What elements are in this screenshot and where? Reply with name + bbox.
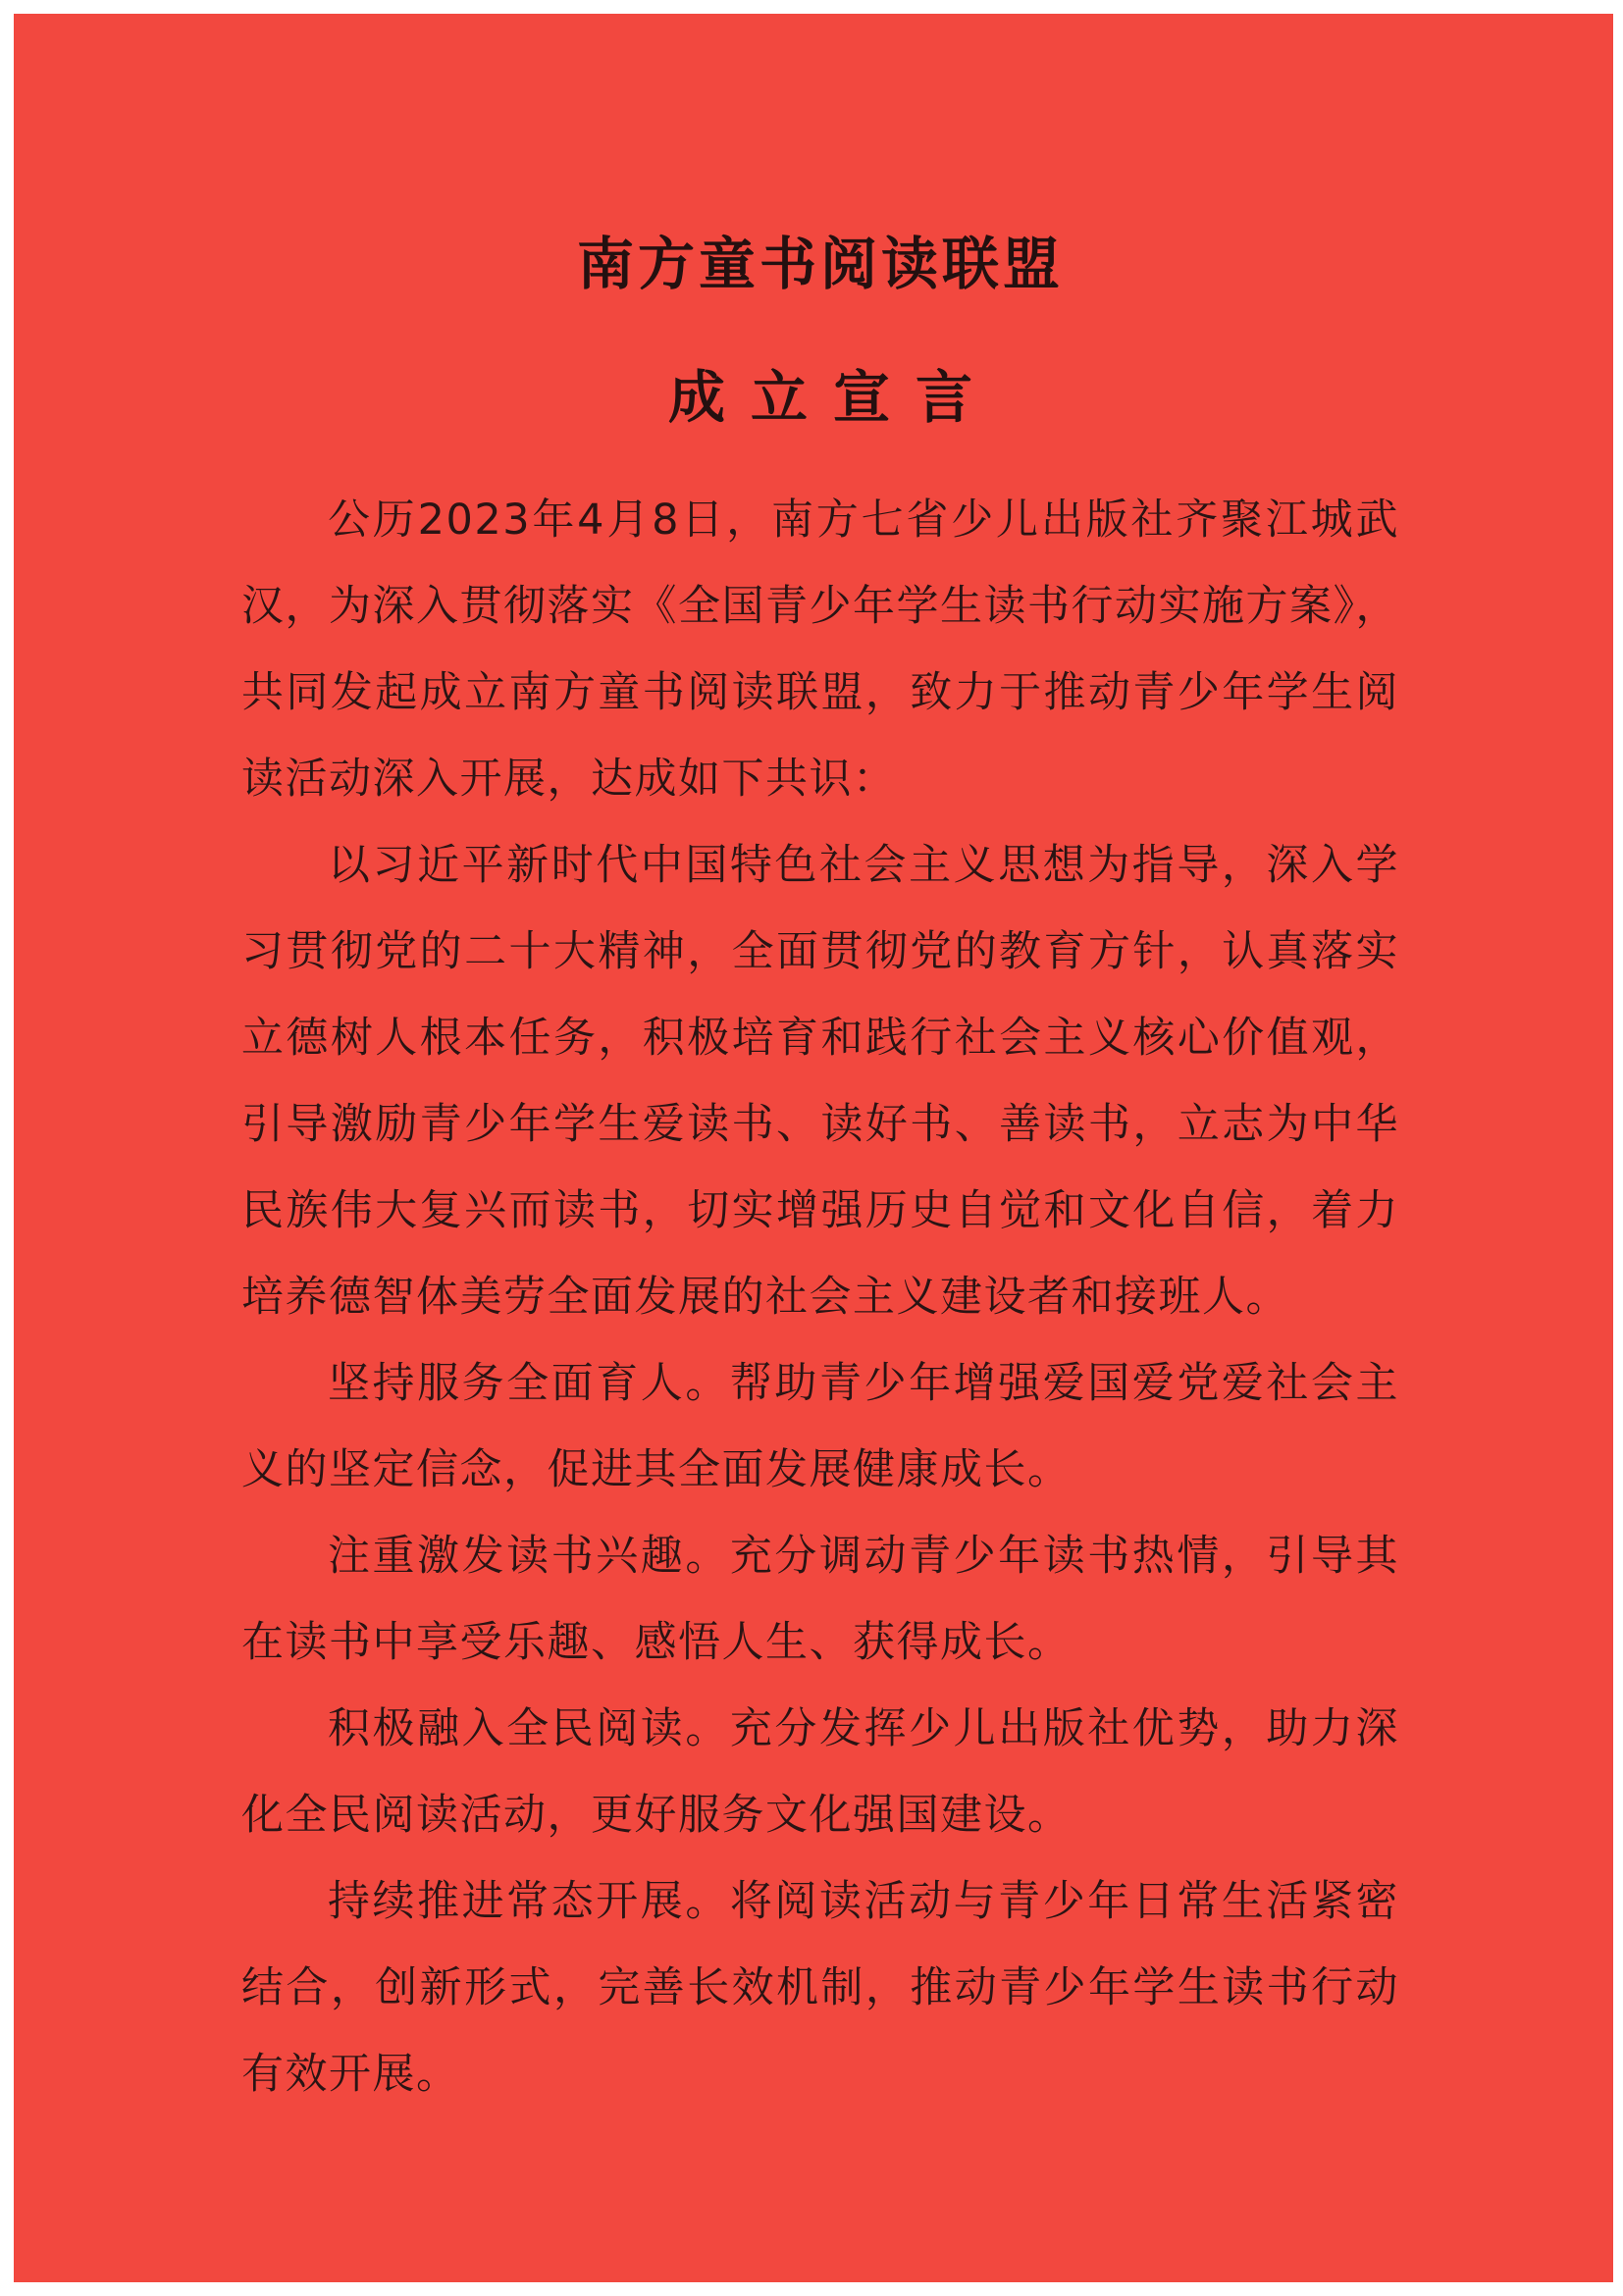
paragraph-intro: 公历2023年4月8日，南方七省少儿出版社齐聚江城武汉，为深入贯彻落实《全国青少年学生读书行动实施方案》，共同发起成立南方童书阅读联盟，致力于推动青少年学生阅读活动深入开展，达成如下共识： [241, 496, 1399, 804]
paragraph-guiding-thought: 以习近平新时代中国特色社会主义思想为指导，深入学习贯彻党的二十大精神，全面贯彻党的教育方针，认真落实立德树人根本任务，积极培育和践行社会主义核心价值观，引导激励青少年学生爱读书、读好书、善读书，立志为中华民族伟大复兴而读书，切实增强历史自觉和文化自信，着力培养德智体美劳全面发展的社会主义建设者和接班人。 [241, 841, 1399, 1322]
document-body [241, 477, 1399, 2117]
paragraph-national-reading: 积极融入全民阅读。充分发挥少儿出版社优势，助力深化全民阅读活动，更好服务文化强国建设。 [241, 1704, 1399, 1840]
paragraph-interest: 注重激发读书兴趣。充分调动青少年读书热情，引导其在读书中享受乐趣、感悟人生、获得成长。 [241, 1532, 1399, 1667]
paragraph-education: 坚持服务全面育人。帮助青少年增强爱国爱党爱社会主义的坚定信念，促进其全面发展健康成长。 [241, 1359, 1399, 1494]
document-subtitle: 成立宣言 [667, 364, 998, 431]
document-title: 南方童书阅读联盟 [576, 231, 1064, 297]
paragraph-continuous: 持续推进常态开展。将阅读活动与青少年日常生活紧密结合，创新形式，完善长效机制，推动青少年学生读书行动有效开展。 [241, 1877, 1399, 2099]
red-document-sheet [14, 14, 1613, 2282]
